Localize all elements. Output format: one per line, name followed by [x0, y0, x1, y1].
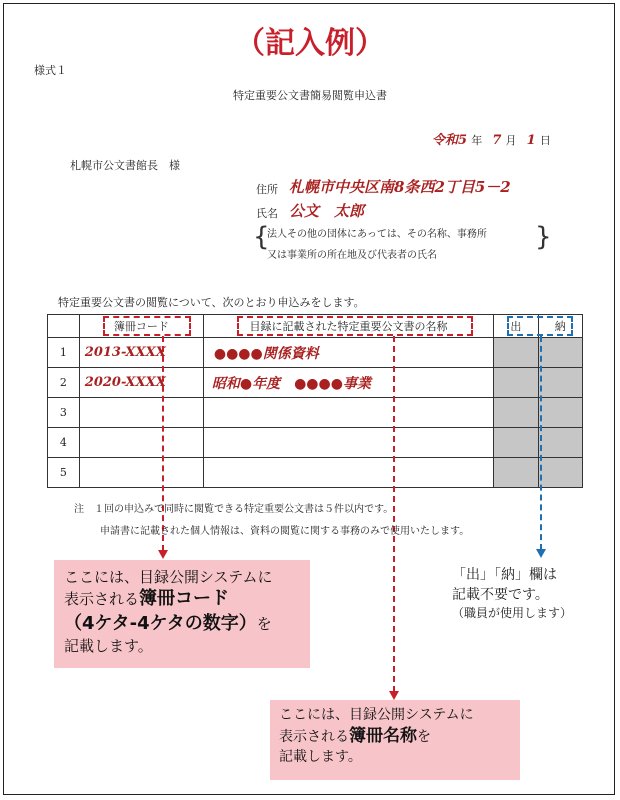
name-callout-line2	[279, 725, 520, 748]
date-year: 5	[458, 133, 468, 148]
staff-arrow-head	[536, 549, 546, 558]
intro-text: 特定重要公文書の閲覧について、次のとおり申込みをします。	[58, 296, 365, 309]
table-row	[48, 398, 583, 428]
address-value: 札幌市中央区南8条西2丁目5－2	[289, 178, 511, 196]
code-callout-line3-bold: （4ケタ-4ケタの数字）	[64, 612, 257, 634]
code-callout-line2-pre: 表示される	[64, 590, 140, 609]
row-num: 2	[48, 368, 80, 398]
row-out-cell	[494, 458, 538, 488]
name-arrow-line	[393, 336, 395, 692]
name-label: 氏名	[256, 207, 278, 220]
row-in-cell	[538, 368, 582, 398]
row-out-cell	[494, 398, 538, 428]
staff-callout-line2: 記載不要です。	[452, 586, 549, 603]
row-in-cell	[538, 398, 582, 428]
code-callout-line2-bold: 簿冊コード	[139, 588, 230, 610]
name-arrow-head	[389, 691, 399, 700]
table-row	[48, 368, 583, 398]
row-name	[203, 458, 493, 488]
name-callout-line2-bold: 簿冊名称	[349, 725, 417, 746]
header-name: 目録に記載された特定重要公文書の名称	[203, 315, 493, 338]
address-label: 住所	[256, 183, 278, 196]
header-in: 納	[538, 315, 582, 338]
code-arrow-head	[158, 550, 168, 559]
name-callout	[270, 700, 520, 780]
name-callout-line2-pre: 表示される	[279, 728, 349, 745]
staff-callout-line3: （職員が使用します）	[452, 606, 573, 621]
row-name: 昭和●年度 ●●●●事業	[203, 368, 493, 398]
code-highlight-box	[103, 316, 191, 336]
staff-callout	[452, 566, 572, 622]
name-callout-line1: ここには、目録公開システムに	[279, 707, 474, 723]
row-code: 2020-XXXX	[79, 368, 203, 398]
table-row	[48, 428, 583, 458]
row-out-cell	[494, 338, 538, 368]
date-day: 1	[526, 133, 536, 148]
name-value: 公文 太郎	[289, 202, 365, 220]
table-row	[48, 338, 583, 368]
note-line-1: 注 １回の申込みで同時に閲覧できる特定重要公文書は５件以内です。	[74, 504, 394, 515]
sample-title: （記入例）	[235, 26, 385, 61]
code-callout-line3	[64, 612, 310, 636]
out-in-highlight-box	[507, 316, 573, 336]
date-year-unit: 年	[471, 134, 483, 147]
row-num: 3	[48, 398, 80, 428]
row-num: 5	[48, 458, 80, 488]
date-month: 7	[492, 133, 502, 148]
code-callout-line1: ここには、目録公開システムに	[64, 568, 273, 586]
date-month-unit: 月	[505, 134, 517, 147]
code-callout	[54, 560, 310, 668]
row-in-cell	[538, 458, 582, 488]
row-code	[79, 458, 203, 488]
name-callout-line2-post: を	[417, 728, 431, 745]
applicant-note-2: 又は事業所の所在地及び代表者の氏名	[267, 250, 437, 261]
note-line-2: 申請書に記載された個人情報は、資料の閲覧に関する事務のみで使用いたします。	[100, 526, 470, 537]
row-in-cell	[538, 428, 582, 458]
note-bracket-left: {	[253, 222, 270, 252]
addressee: 札幌市公文書館長 様	[70, 159, 180, 172]
staff-callout-line1: 「出」「納」欄は	[452, 567, 557, 583]
header-code: 簿冊コード	[79, 315, 203, 338]
row-name: ●●●●関係資料	[203, 338, 493, 368]
note-bracket-right: }	[535, 222, 552, 252]
row-out-cell	[494, 368, 538, 398]
code-arrow-line	[162, 336, 164, 551]
row-code	[79, 398, 203, 428]
row-name	[203, 398, 493, 428]
form-number: 様式１	[34, 64, 67, 77]
date-day-unit: 日	[539, 134, 551, 147]
date-line	[432, 129, 551, 148]
row-out-cell	[494, 428, 538, 458]
applicant-note-1: 法人その他の団体にあっては、その名称、事務所	[267, 229, 487, 240]
row-name	[203, 428, 493, 458]
table-row	[48, 458, 583, 488]
row-num: 4	[48, 428, 80, 458]
staff-arrow-line	[540, 336, 542, 550]
code-callout-line3-post: を	[256, 614, 272, 633]
row-code: 2013-XXXX	[79, 338, 203, 368]
code-callout-line4: 記載します。	[64, 636, 153, 655]
document-title: 特定重要公文書簡易閲覧申込書	[233, 89, 387, 102]
header-out: 出	[494, 315, 538, 338]
code-callout-line2	[64, 587, 310, 611]
request-table	[47, 314, 583, 488]
row-in-cell	[538, 338, 582, 368]
name-callout-line3: 記載します。	[279, 748, 362, 765]
row-code	[79, 428, 203, 458]
date-era: 令和	[432, 133, 459, 148]
header-num	[48, 315, 80, 338]
name-highlight-box	[237, 316, 473, 336]
row-num: 1	[48, 338, 80, 368]
